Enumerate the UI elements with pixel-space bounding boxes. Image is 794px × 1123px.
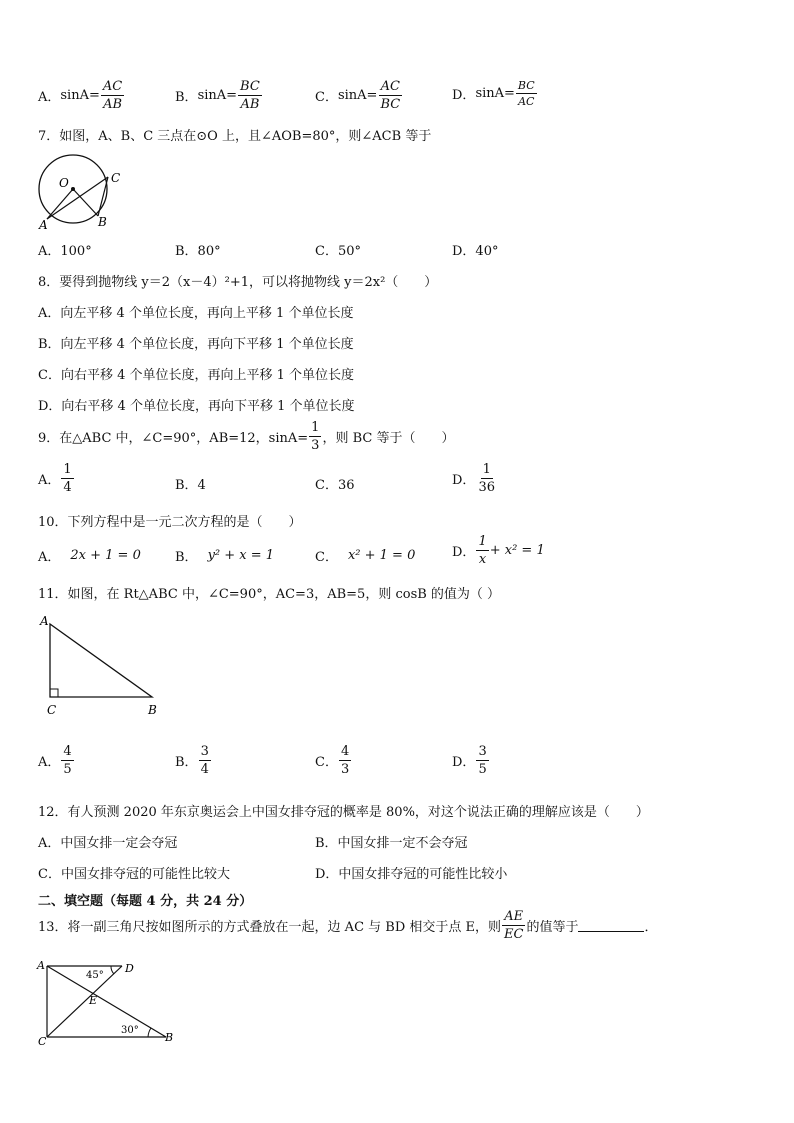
- q10-option-d: D． $\frac{1}{x}$ + x² = 1: [452, 534, 545, 567]
- q10-stem: 10．下列方程中是一元二次方程的是（ ）: [38, 515, 302, 530]
- fraction: $\frac{4}{3}$: [340, 744, 350, 777]
- q8-option-b: B．向左平移 4 个单位长度，再向下平移 1 个单位长度: [38, 337, 354, 352]
- q11-right-triangle-figure: [36, 612, 166, 720]
- q12-stem: 12．有人预测 2020 年东京奥运会上中国女排夺冠的概率是 80%，对这个说法正确的理解应该是（ ）: [38, 805, 649, 820]
- point-label-b: B: [165, 1031, 174, 1044]
- q9-stem: 9．在△ABC 中，∠C=90°，AB=12，sinA= $\frac{1}{3}$ ，则 BC 等于（ ）: [38, 420, 455, 453]
- angle-label-30: 30°: [121, 1025, 139, 1036]
- q6-option-c: C． sinA= $\frac{AC}{BC}$: [315, 79, 401, 112]
- point-label-c: C: [38, 1035, 47, 1047]
- point-label-b: B: [98, 215, 107, 229]
- q10-option-c: C． x² + 1 = 0: [315, 548, 416, 565]
- q7-option-a: A．100°: [38, 244, 92, 259]
- point-label-c: C: [111, 171, 121, 185]
- point-label-d: D: [125, 962, 134, 975]
- q9-option-b: B．4: [175, 478, 206, 493]
- q7-option-c: C．50°: [315, 244, 361, 259]
- point-label-b: B: [148, 703, 157, 717]
- q7-option-d: D．40°: [452, 244, 499, 259]
- q8-option-c: C．向右平移 4 个单位长度，再向上平移 1 个单位长度: [38, 368, 355, 383]
- q12-option-b: B．中国女排一定不会夺冠: [315, 836, 468, 851]
- q8-option-d: D．向右平移 4 个单位长度，再向下平移 1 个单位长度: [38, 399, 355, 414]
- q11-option-a: A． $\frac{4}{5}$: [38, 744, 72, 777]
- q6-option-d: D． sinA= $\frac{BC}{AC}$: [452, 79, 535, 108]
- q8-stem: 8．要得到抛物线 y＝2（x－4）²+1，可以将抛物线 y＝2x²（ ）: [38, 275, 438, 290]
- q6-option-b: B． sinA= $\frac{BC}{AB}$: [175, 79, 260, 112]
- fraction: $\frac{1}{x}$: [478, 534, 487, 567]
- q7-stem: 7．如图，A、B、C 三点在⊙O 上，且∠AOB=80°，则∠ACB 等于: [38, 129, 432, 144]
- fraction: $\frac{3}{5}$: [478, 744, 487, 777]
- fraction: $\frac{1}{3}$: [311, 420, 320, 453]
- q7-circle-figure: [30, 150, 130, 232]
- q13-stem: 13．将一副三角尺按如图所示的方式叠放在一起，边 AC 与 BD 相交于点 E，则 $\frac{AE}{EC}$ 的值等于 ．: [38, 909, 658, 942]
- point-label-a: A: [37, 959, 45, 972]
- section-heading: 二、填空题（每题 4 分，共 24 分）: [38, 894, 253, 909]
- q13-triangle-ruler-figure: [34, 955, 184, 1047]
- q11-option-c: C． $\frac{4}{3}$: [315, 744, 350, 777]
- fraction: $\frac{AE}{EC}$: [504, 909, 524, 942]
- answer-blank: [578, 919, 644, 932]
- q8-option-a: A．向左平移 4 个单位长度，再向上平移 1 个单位长度: [38, 306, 354, 321]
- q11-stem: 11．如图，在 Rt△ABC 中，∠C=90°，AC=3，AB=5，则 cosB 的值为（ ）: [38, 587, 501, 602]
- fraction: $\frac{BC}{AB}$: [240, 79, 260, 112]
- fraction: $\frac{AC}{BC}$: [380, 79, 401, 112]
- q11-option-b: B． $\frac{3}{4}$: [175, 744, 209, 777]
- q9-option-c: C．36: [315, 478, 355, 493]
- q11-option-d: D． $\frac{3}{5}$: [452, 744, 487, 777]
- q12-option-c: C．中国女排夺冠的可能性比较大: [38, 867, 230, 882]
- q12-option-a: A．中国女排一定会夺冠: [38, 836, 178, 851]
- q7-option-b: B．80°: [175, 244, 221, 259]
- q12-option-d: D．中国女排夺冠的可能性比较小: [315, 867, 508, 882]
- fraction: $\frac{3}{4}$: [200, 744, 209, 777]
- q6-option-a: A． sinA= $\frac{AC}{AB}$: [38, 79, 123, 112]
- q10-option-a: A． 2x + 1 = 0: [38, 548, 141, 565]
- fraction: $\frac{BC}{AC}$: [517, 79, 535, 108]
- point-label-c: C: [47, 703, 57, 717]
- point-label-a: A: [39, 218, 48, 232]
- fraction: $\frac{AC}{AB}$: [102, 79, 123, 112]
- q10-option-b: B． y² + x = 1: [175, 548, 275, 565]
- q9-option-d: D． $\frac{1}{36}$: [452, 462, 495, 495]
- angle-label-45: 45°: [86, 970, 104, 981]
- point-label-a: A: [40, 614, 49, 628]
- fraction: $\frac{4}{5}$: [63, 744, 72, 777]
- fraction: $\frac{1}{36}$: [478, 462, 495, 495]
- fraction: $\frac{1}{4}$: [63, 462, 72, 495]
- point-label-o: O: [59, 176, 69, 190]
- q9-option-a: A． $\frac{1}{4}$: [38, 462, 72, 495]
- point-label-e: E: [89, 994, 98, 1007]
